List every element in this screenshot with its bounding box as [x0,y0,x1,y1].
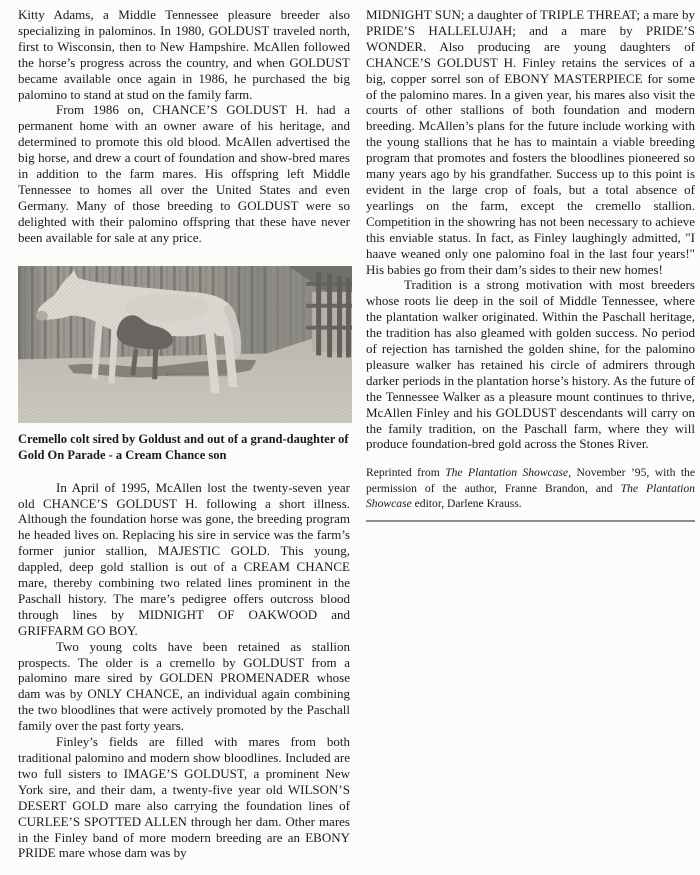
article-paragraph: Tradition is a strong motivation with most breeders whose roots lie deep in the soil of Middle Tennessee, where the plantation walker originated. Within the Paschall heritage, the tradition has also gleamed with golden success. No period of rejection has tarnished the golden shine, for the palomino pleasure walker has retained his circle of admirers through darker periods in the plantation horse’s history. As the future of the Tennessee Walker as a pleasure mount continues to thrive, McAllen Finley and his GOLDUST descendants will carry on the family tradition, on the Paschall farm, where they will produce foundation-bred gold across the Stones River. [366,277,695,452]
article-paragraph: MIDNIGHT SUN; a daughter of TRIPLE THREAT; a mare by PRIDE’S HALLELUJAH; and a mare by PRIDE’S WONDER. Also producing are young daughters of CHANCE’S GOLDUST H. Finley retains the services of a big, copper sorrel son of EBONY MASTERPIECE for some of the palomino mares. In a given year, his mares also visit the courts of other stallions of both foundation and modern breeding. McAllen’s plans for the future include working with the young stallions that he has to maintain a viable breeding program that promotes and fosters the bloodlines pioneered so many years ago by his grandfather. Success up to this point is evident in the large crop of foals, but a total absence of yearlings on the farm, except the cremello stallion. Competition in the showring has not been necessary to achieve this enviable status. In fact, as Finley laughingly admitted, "I haave weaned only one palomino foal in the last four years!" His babies go from their dam’s sides to their new homes! [366,7,695,277]
article-paragraph: From 1986 on, CHANCE’S GOLDUST H. had a permanent home with an owner aware of his heritage, and determined to promote this old blood. McAllen advertised the big horse, and drew a court of foundation and show-bred mares in addition to the farm mares. His offspring left Middle Tennessee to homes all over the United States and even Germany. Many of those breeding to GOLDUST were so delighted with their palomino offspring that these have never been available for sale at any price. [18,102,350,245]
reprint-text: editor, Darlene Krauss. [411,496,522,510]
article-paragraph: In April of 1995, McAllen lost the twenty-seven year old CHANCE’S GOLDUST H. following a short illness. Although the foundation horse was gone, the breeding program he headed lives on. Replacing his sire in service was the farm’s former junior stallion, MAJESTIC GOLD. This young, dappled, deep gold stallion is out of a CREAM CHANCE mare, thereby combining two related lines prominent in the Paschall history. The mare’s pedigree offers outcross blood through lines by MIDNIGHT OF OAKWOOD and GRIFFARM GO BOY. [18,479,350,638]
article-paragraph: Two young colts have been retained as stallion prospects. The older is a cremello by GOLDUST from a palomino mare sired by GOLDEN PROMENADER whose dam was by ONLY CHANCE, an individual again combining the two bloodlines that were actively promoted by the Paschall family over the past forty years. [18,638,350,734]
reprint-publication-title: The Plantation Showcase [445,466,569,480]
reprint-text: , November ’95, with the permission of the author, Franne Brandon, and [366,466,695,495]
article-paragraph: Kitty Adams, a Middle Tennessee pleasure breeder also specializing in palominos. In 1980, GOLDUST traveled north, first to Wisconsin, then to New Hampshire. McAllen followed the horse’s progress across the country, and when GOLDUST became available once again in 1986, he purchased the big palomino to stand at stud on the family farm. [18,7,350,102]
article-paragraph: Finley’s fields are filled with mares from both traditional palomino and modern show bloodlines. Included are two full sisters to IMAGE’S GOLDUST, a prominent New York sire, and their dam, a twenty-five year old WILSON’S DESERT GOLD mare also carrying the foundation lines of CURLEE’S SPOTTED ALLEN through her dam. Other mares in the Finley band of more modern breeding are an EBONY PRIDE mare whose dam was by [18,734,350,861]
reprint-text: Reprinted from [366,466,446,480]
horse-photo [18,266,352,423]
reprint-note [366,465,695,511]
horse-photo-illustration [18,266,352,423]
right-column [366,7,695,522]
photo-caption: Cremello colt sired by Goldust and out of a grand-daughter of Gold On Parade - a Cream Chance son [18,431,349,463]
end-rule [366,520,695,522]
reprint-publication-title: The Plantation Showcase [366,481,695,510]
left-column [18,7,350,861]
